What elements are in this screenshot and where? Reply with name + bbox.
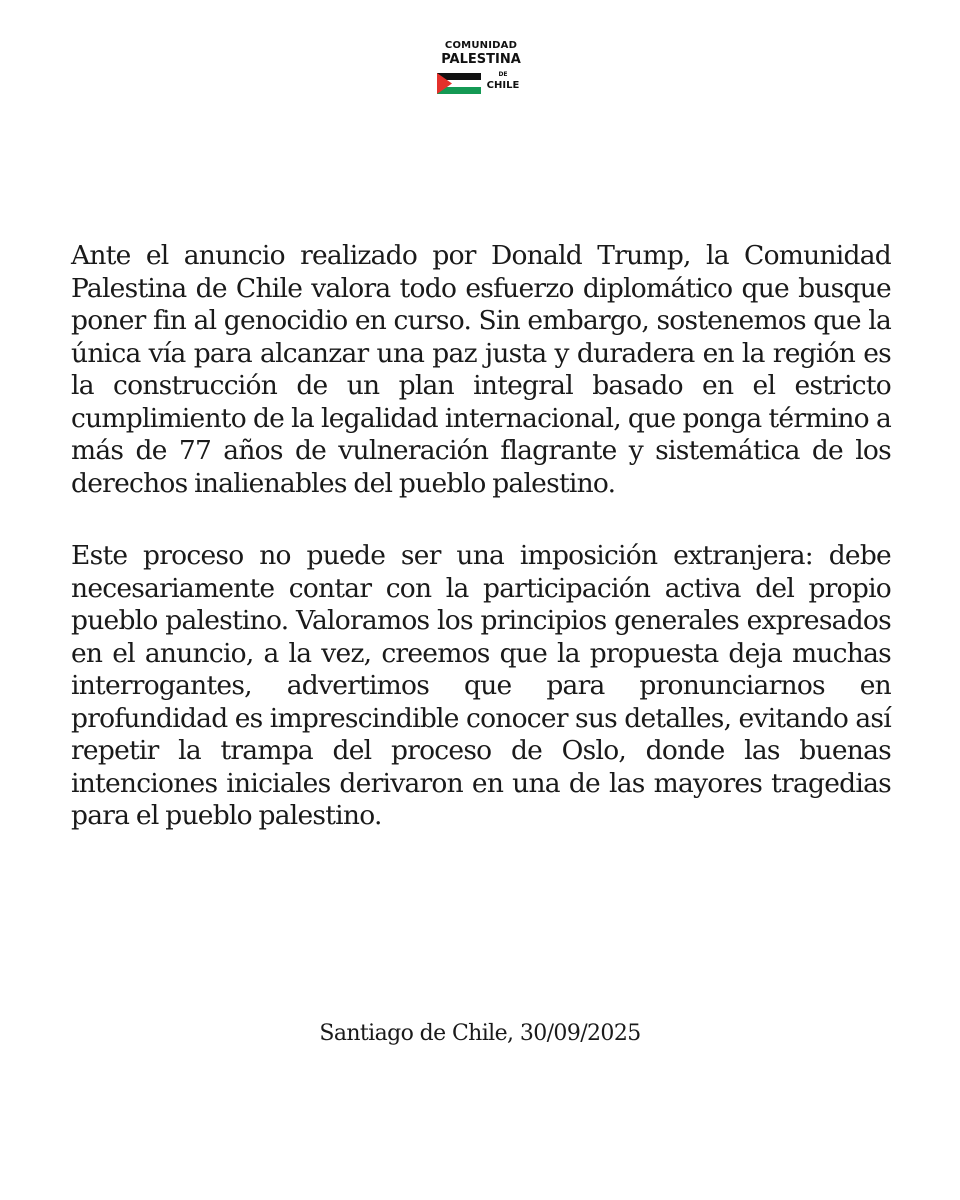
- statement-body: [71, 240, 891, 833]
- logo-text-comunidad: COMUNIDAD: [444, 40, 518, 51]
- logo-text-palestina: PALESTINA: [441, 52, 521, 67]
- palestine-flag-icon: [437, 73, 481, 94]
- statement-paragraph-1: Ante el anuncio realizado por Donald Trump, la Comunidad Palestina de Chile valora todo esfuerzo diplomático que busque poner fin al genocidio en curso. Sin embargo, sostenemos que la única vía para alcanzar una paz justa y duradera en la región es la construcción de un plan integral basado en el estricto cumplimiento de la legalidad internacional, que ponga término a más de 77 años de vulneración flagrante y sistemática de los derechos inalienables del pueblo palestino.: [71, 240, 891, 499]
- logo-text-chile: CHILE: [486, 80, 520, 91]
- organization-logo: [437, 40, 525, 96]
- logo-text-de: DE: [498, 71, 508, 78]
- statement-paragraph-2: Este proceso no puede ser una imposición extranjera: debe necesariamente contar con la participación activa del propio pueblo palestino. Valoramos los principios generales expresados en el anuncio, a la vez, creemos que la propuesta deja muchas interrogantes, advertimos que para pronunciarnos en profundidad es imprescindible conocer sus detalles, evitando así repetir la trampa del proceso de Oslo, donde las buenas intenciones iniciales derivaron en una de las mayores tragedias para el pueblo palestino.: [71, 540, 891, 831]
- signature-place-date: Santiago de Chile, 30/09/2025: [319, 1021, 641, 1046]
